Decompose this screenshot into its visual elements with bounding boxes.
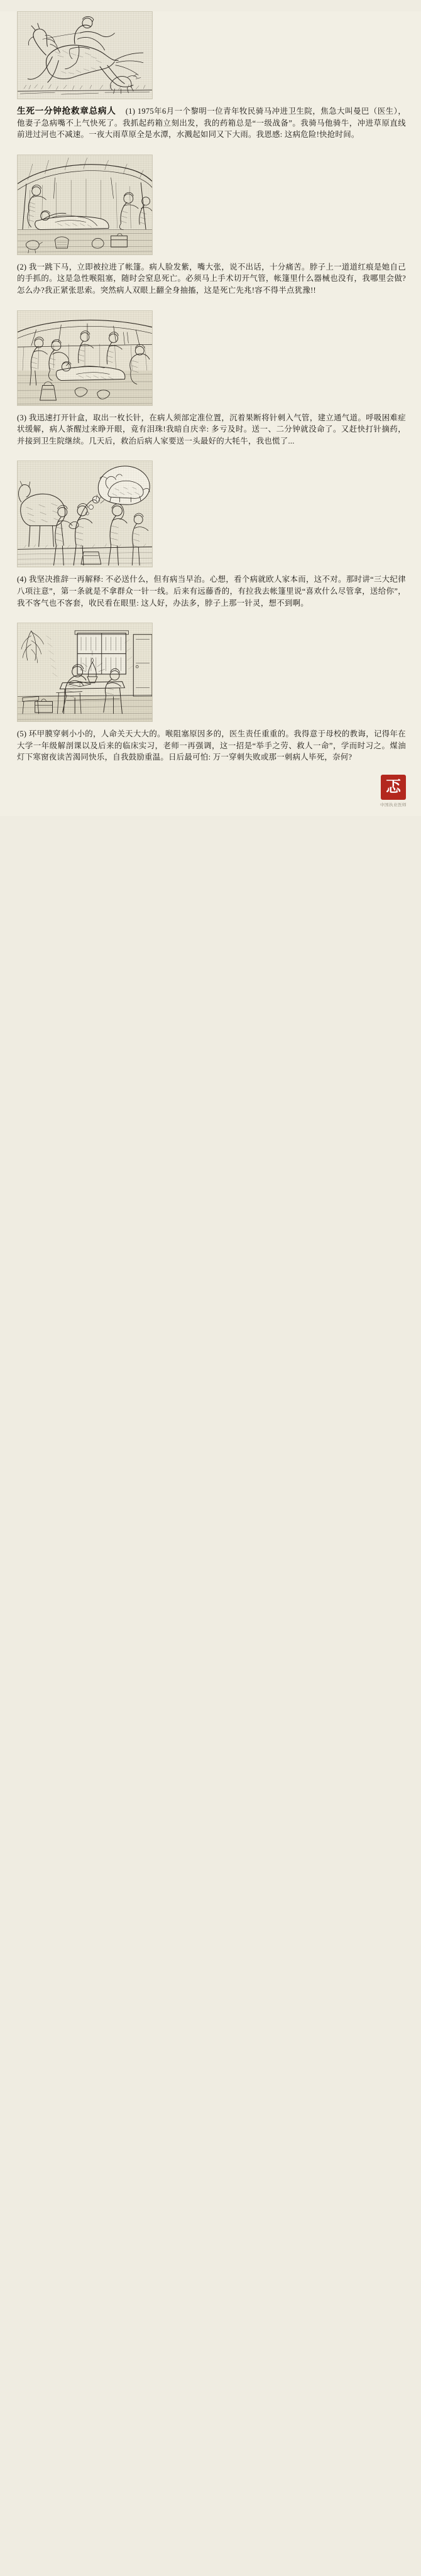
panel-4 bbox=[0, 461, 421, 619]
panel-3-caption-number: (3) bbox=[17, 413, 27, 422]
panel-1-caption: 1975年6月一个黎明一位青年牧民骑马冲进卫生院，焦急大叫曼巴（医生），他妻子急病嘴不上气快死了。我抓起药箱立刻出发，我的药箱总是“一级战备”。我骑马他骑牛，冲进草原直线前进过河也不减速。一夜大雨草原全是水潭，水溅起如同又下大雨。我恩感: 这病危险!快抢时间。 bbox=[17, 107, 407, 139]
panel-5-text bbox=[0, 722, 421, 770]
illustration-patient-lying-in-yurt-tent-with-family bbox=[17, 155, 153, 255]
panel-5-caption-number: (5) bbox=[17, 729, 27, 739]
seal-glyph: 忑 bbox=[381, 775, 406, 800]
panel-4-caption: 我坚决推辞一再解释: 不必送什么，但有病当早治。心想，看个病就欧人家本而，这不对。那时讲“三大纪律八项注意”，第一条就是不拿群众一针一线。后来有远藤香的，有拉我去帐篷里说“喜欢什么尽管拿，送给你”，我不客气也不客套，收民看在眼里: 这人好，办法多，脖子上那一针灵，想不到啊。 bbox=[17, 575, 406, 608]
panel-5 bbox=[0, 623, 421, 770]
illustration-acupuncture-treatment-inside-yurt-family-watching bbox=[17, 310, 153, 406]
illustration-galloping-horse-rider-on-grassland bbox=[17, 11, 153, 99]
panel-3-caption: 我迅速打开针盒，取出一枚长针，在病人须部定准位置，沉着果断将针刺入气管，建立通气道。呼吸困难症状缓解，病人茶醒过来睁开眼，竟有泪珠!我暗自庆幸: 多亏及时。送一、二分钟就没命了。又赶快打针摘药，并接到卫生院继续。几天后，救治后病人家要送一头最好的大牦牛，我也慌了... bbox=[17, 413, 406, 445]
panel-4-caption-number: (4) bbox=[17, 575, 27, 584]
illustration-doctor-studying-by-kerosene-lamp-at-night-in-room bbox=[17, 623, 153, 722]
panel-2-caption-number: (2) bbox=[17, 262, 27, 271]
footer bbox=[0, 770, 421, 816]
panel-3 bbox=[0, 310, 421, 457]
illustration-doctor-declining-gift-of-yak-from-herdsman-family bbox=[17, 461, 153, 567]
seal-caption: 中国执业医师 bbox=[380, 802, 407, 807]
page-title: 生死一分钟抢救章总病人 bbox=[17, 106, 116, 116]
panel-2 bbox=[0, 155, 421, 307]
panel-3-text bbox=[0, 406, 421, 457]
publisher-seal bbox=[380, 775, 407, 807]
panel-5-caption: 环甲膜穿刺小小的，人命关天大大的。喉阻塞原因多的，医生责任重重的。我得意于母校的教诲，记得年在大学一年级解剖课以及后来的临床实习，老师一再强调，这一招是“举手之劳、救人一命”，学而时习之。煤油灯下寒窗夜读苦渴同快乐，自我鼓励重温。日后最可怕: 万一穿刺失败或那一刺病人毕死，奈何? bbox=[17, 729, 406, 762]
comic-page bbox=[0, 11, 421, 816]
panel-4-text bbox=[0, 567, 421, 619]
panel-2-text bbox=[0, 255, 421, 307]
panel-1-caption-number: (1) bbox=[125, 107, 136, 116]
panel-2-caption: 我一跳下马，立即被拉进了帐篷。病人脸发紫，嘴大张，说不出话，十分痛苦。脖子上一道道红痕是她自己的手抓的。这是急性喉阻塞，随时会窒息死亡。必须马上手术切开气管，帐篷里什么器械也没有，我哪里会做?怎么办?我正紧张思索。突然病人双眼上翻全身抽搐，这是死亡先兆!容不得半点犹豫!! bbox=[17, 262, 406, 295]
panel-1 bbox=[0, 11, 421, 151]
panel-1-text bbox=[0, 99, 421, 151]
